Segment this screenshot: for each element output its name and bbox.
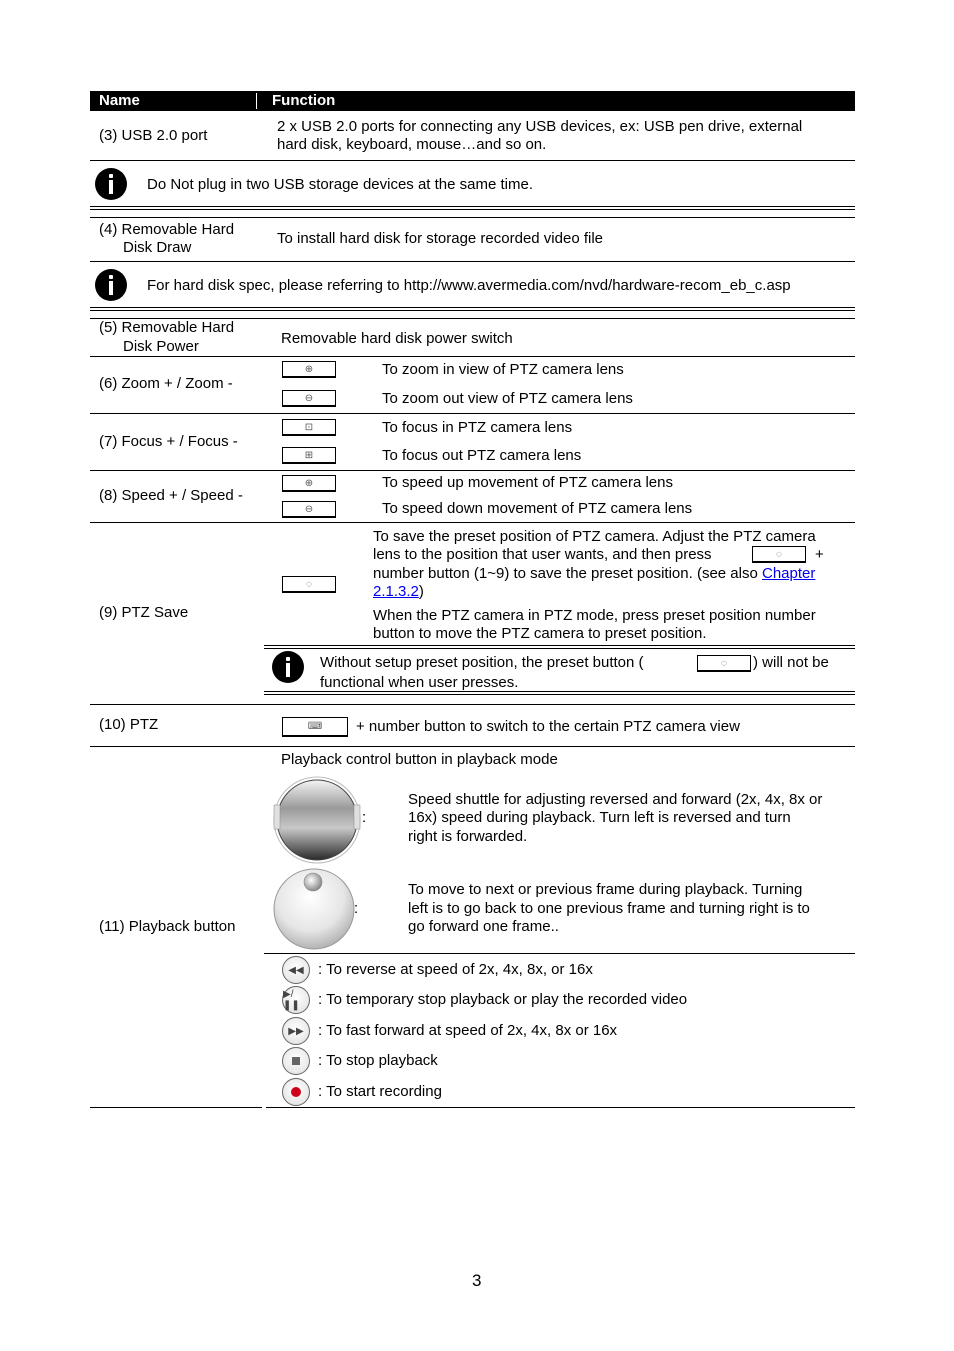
inline-preset-button: [697, 655, 751, 672]
speed-down-button[interactable]: [282, 501, 336, 518]
jog-dial[interactable]: [272, 867, 359, 951]
header-separator: [256, 93, 257, 109]
speed-up-icon: ⊕: [304, 477, 314, 489]
usb-func-line1: 2 x USB 2.0 ports for connecting any USB devices, ex: USB pen drive, external: [277, 118, 803, 135]
speed-up-desc: To speed up movement of PTZ camera lens: [382, 474, 673, 491]
table-header: [90, 91, 855, 111]
ptzsave-line6: button to move the PTZ camera to preset position.: [373, 625, 707, 642]
ptzsave-line2b: +: [815, 546, 824, 563]
zoom-in-icon: ⊕: [304, 363, 314, 375]
ptzsave-line1: To save the preset position of PTZ camera. Adjust the PTZ camera: [373, 528, 816, 545]
stop-button[interactable]: [282, 1047, 310, 1075]
hddpower-func: Removable hard disk power switch: [281, 330, 513, 347]
ptz-save-button[interactable]: [282, 576, 336, 593]
ptz-button[interactable]: [282, 717, 348, 737]
fast-forward-icon: ▶▶: [288, 1025, 304, 1037]
speed-down-icon: ⊖: [304, 503, 314, 515]
divider: [90, 413, 855, 414]
shuttle-dial-icon: [272, 775, 362, 865]
usb-name: (3) USB 2.0 port: [99, 127, 208, 144]
speed-name: (8) Speed + / Speed -: [99, 487, 243, 504]
speed-down-desc: To speed down movement of PTZ camera lens: [382, 500, 693, 517]
divider: [264, 953, 855, 954]
focus-in-icon: ⊡: [304, 421, 314, 433]
ptz-name: (10) PTZ: [99, 716, 159, 733]
shuttle-desc-line1: Speed shuttle for adjusting reversed and forward (2x, 4x, 8x or: [408, 791, 823, 808]
rewind-button[interactable]: [282, 956, 310, 984]
stop-icon: [292, 1057, 300, 1065]
preset-icon: ◌: [306, 578, 312, 590]
zoom-in-desc: To zoom in view of PTZ camera lens: [382, 361, 624, 378]
chapter-number-link[interactable]: 2.1.3.2: [373, 583, 419, 600]
inline-preset-button: [752, 546, 806, 563]
divider: [90, 1107, 262, 1108]
focus-in-desc: To focus in PTZ camera lens: [382, 419, 573, 436]
chapter-link[interactable]: Chapter: [761, 565, 816, 582]
ptzsave-note-c: functional when user presses.: [320, 674, 519, 691]
divider: [90, 307, 855, 311]
note-hdd-spec: For hard disk spec, please referring to http://www.avermedia.com/nvd/hardware-recom_eb_c.asp: [147, 277, 791, 294]
focus-out-desc: To focus out PTZ camera lens: [382, 447, 582, 464]
zoom-name: (6) Zoom + / Zoom -: [99, 375, 233, 392]
play-pause-button[interactable]: [282, 986, 310, 1014]
ptz-func: + number button to switch to the certain PTZ camera view: [356, 718, 740, 735]
jog-desc-line1: To move to next or previous frame during playback. Turning: [408, 881, 803, 898]
divider: [264, 691, 855, 695]
zoom-out-icon: ⊖: [304, 392, 314, 404]
header-function: Function: [272, 92, 336, 109]
hdd-name-line1: (4) Removable Hard: [99, 221, 235, 238]
jog-dial-icon: [272, 867, 359, 951]
record-button[interactable]: [282, 1078, 310, 1106]
shuttle-desc-line3: right is forwarded.: [408, 828, 528, 845]
divider: [90, 206, 855, 210]
hddpower-name-line2: Disk Power: [123, 338, 199, 355]
info-icon: [95, 269, 127, 301]
divider: [264, 645, 855, 649]
speed-up-button[interactable]: [282, 475, 336, 492]
rewind-desc: : To reverse at speed of 2x, 4x, 8x, or 16x: [318, 961, 593, 978]
info-icon: [272, 651, 304, 683]
record-desc: : To start recording: [318, 1083, 442, 1100]
focus-in-button[interactable]: [282, 419, 336, 436]
divider: [90, 746, 855, 747]
ptzsave-line3a: number button (1~9) to save the preset position. (see also: [373, 565, 762, 582]
playback-name: (11) Playback button: [99, 918, 236, 935]
preset-icon: ◌: [776, 548, 782, 560]
divider: [90, 470, 855, 471]
divider: [90, 261, 855, 262]
page-number: 3: [472, 1271, 482, 1290]
divider: [90, 356, 855, 357]
header-name: Name: [99, 92, 140, 109]
jog-desc-line2: left is to go back to one previous frame and turning right is to: [408, 900, 810, 917]
divider: [266, 1107, 855, 1108]
hdd-func: To install hard disk for storage recorded video file: [277, 230, 604, 247]
note-usb: Do Not plug in two USB storage devices at the same time.: [147, 176, 534, 193]
divider: [90, 522, 855, 523]
focus-out-button[interactable]: [282, 447, 336, 464]
preset-icon: ◌: [721, 657, 727, 669]
keypad-icon: ⌨: [307, 721, 323, 732]
hddpower-name-line1: (5) Removable Hard: [99, 319, 235, 336]
info-icon: [95, 168, 127, 200]
ptzsave-line4b: ): [418, 583, 424, 600]
hdd-name-line2: Disk Draw: [123, 239, 192, 256]
focus-name: (7) Focus + / Focus -: [99, 433, 238, 450]
ptzsave-name: (9) PTZ Save: [99, 604, 189, 621]
shuttle-colon: :: [362, 809, 367, 826]
zoom-out-desc: To zoom out view of PTZ camera lens: [382, 390, 633, 407]
play-pause-icon: ▶/❚❚: [283, 989, 300, 1011]
focus-out-icon: ⊞: [304, 449, 314, 461]
zoom-in-button[interactable]: [282, 361, 336, 378]
ptzsave-line2a: lens to the position that user wants, and then press: [373, 546, 712, 563]
divider: [90, 704, 855, 705]
usb-func-line2: hard disk, keyboard, mouse…and so on.: [277, 136, 547, 153]
shuttle-desc-line2: 16x) speed during playback. Turn left is reversed and turn: [408, 809, 791, 826]
speed-shuttle[interactable]: [272, 775, 362, 865]
divider: [90, 217, 855, 218]
ptzsave-line4: [373, 583, 424, 601]
ptzsave-line3: [373, 565, 815, 583]
rewind-icon: ◀◀: [288, 964, 304, 976]
jog-colon: :: [354, 900, 359, 917]
fast-forward-desc: : To fast forward at speed of 2x, 4x, 8x or 16x: [318, 1022, 618, 1039]
ptzsave-note-b: ) will not be: [753, 654, 829, 671]
record-icon: [291, 1087, 301, 1097]
ptzsave-line5: When the PTZ camera in PTZ mode, press preset position number: [373, 607, 816, 624]
play-pause-desc: : To temporary stop playback or play the recorded video: [318, 991, 688, 1008]
zoom-out-button[interactable]: [282, 390, 336, 407]
ptzsave-note-a: Without setup preset position, the preset button (: [320, 654, 644, 671]
playback-intro: Playback control button in playback mode: [281, 751, 558, 768]
fast-forward-button[interactable]: [282, 1017, 310, 1045]
stop-desc: : To stop playback: [318, 1052, 438, 1069]
jog-desc-line3: go forward one frame..: [408, 918, 559, 935]
divider: [90, 160, 855, 161]
